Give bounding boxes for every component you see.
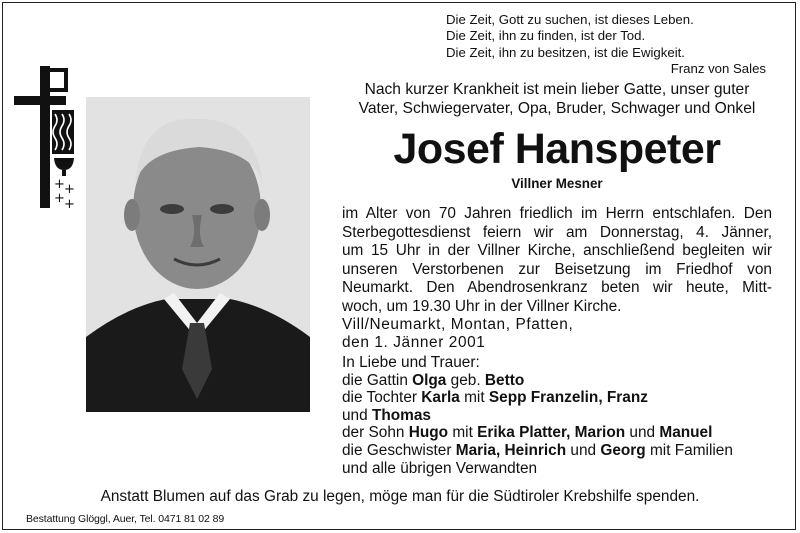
mourner-name: Maria, Heinrich bbox=[455, 441, 567, 459]
donation-note: Anstatt Blumen auf das Grab zu legen, möge man für die Südtiroler Krebshilfe spenden. bbox=[100, 488, 700, 505]
svg-text:+: + bbox=[54, 177, 65, 192]
mourner-relation: die Gattin bbox=[342, 371, 413, 389]
mourner-name: Karla bbox=[421, 389, 460, 407]
mourner-name: Manuel bbox=[659, 424, 713, 442]
mourner-name: Thomas bbox=[371, 406, 431, 424]
svg-text:+: + bbox=[64, 182, 75, 197]
mourner-name: Hugo bbox=[408, 424, 449, 442]
mourners-heading: In Liebe und Trauer: bbox=[342, 354, 480, 371]
place-line: Vill/Neumarkt, Montan, Pfatten, bbox=[342, 316, 574, 333]
quote-line: Die Zeit, ihn zu besitzen, ist die Ewigkeit. bbox=[446, 44, 685, 60]
christian-cross-symbol-icon bbox=[14, 66, 84, 216]
mourner-daughter bbox=[342, 389, 782, 407]
mourner-text: und bbox=[625, 424, 660, 442]
mourner-wife bbox=[342, 372, 782, 390]
quote-line: Die Zeit, ihn zu finden, ist der Tod. bbox=[446, 28, 646, 44]
funeral-home-credit: Bestattung Glöggl, Auer, Tel. 0471 81 02 89 bbox=[26, 513, 225, 525]
mourner-relation: der Sohn bbox=[342, 424, 409, 442]
announcement-text bbox=[342, 205, 772, 316]
mourner-son bbox=[342, 424, 782, 442]
quote-block bbox=[446, 12, 766, 77]
portrait-illustration bbox=[86, 97, 310, 412]
svg-text:+: + bbox=[54, 191, 65, 206]
quote-author: Franz von Sales bbox=[670, 60, 766, 76]
mourner-name: Betto bbox=[484, 371, 525, 389]
announcement-line: Neumarkt. Den Abendrosenkranz beten wir heute, Mitt- bbox=[342, 279, 772, 296]
mourner-siblings bbox=[342, 442, 782, 460]
mourner-text: geb. bbox=[446, 371, 485, 389]
place-date bbox=[342, 316, 662, 352]
announcement-line: im Alter von 70 Jahren friedlich im Herrn entschlafen. Den bbox=[342, 205, 772, 222]
date-line: den 1. Jänner 2001 bbox=[342, 334, 486, 351]
mourner-text: mit bbox=[448, 424, 478, 442]
announcement-line: woch, um 19.30 Uhr in der Villner Kirche. bbox=[342, 297, 622, 315]
intro-line: Nach kurzer Krankheit ist mein lieber Gatte, unser guter bbox=[364, 81, 750, 98]
mourner-name: Olga bbox=[412, 371, 447, 389]
mourner-name: Sepp Franzelin, Franz bbox=[488, 389, 648, 407]
svg-text:+: + bbox=[64, 197, 75, 212]
mourner-daughter-cont bbox=[342, 407, 782, 425]
mourner-name: Georg bbox=[600, 441, 646, 459]
announcement-line: um 15 Uhr in der Villner Kirche, anschließend begleiten wir bbox=[342, 242, 772, 259]
intro-text bbox=[342, 80, 772, 118]
mourners-list bbox=[342, 354, 782, 477]
mourner-relation: die Tochter bbox=[342, 389, 422, 407]
mourner-relation: die Geschwister bbox=[342, 441, 456, 459]
deceased-portrait-photo bbox=[86, 97, 310, 412]
deceased-name: Josef Hanspeter bbox=[393, 125, 721, 173]
intro-line: Vater, Schwiegervater, Opa, Bruder, Schwager und Onkel bbox=[358, 100, 756, 117]
announcement-line: Sterbegottesdienst feiern wir am Donnerstag, 4. Jänner, bbox=[342, 223, 772, 241]
mourner-others: und alle übrigen Verwandten bbox=[342, 459, 538, 477]
mourner-name: Erika Platter, Marion bbox=[477, 424, 626, 442]
mourner-text: mit Familien bbox=[645, 441, 733, 459]
quote-line: Die Zeit, Gott zu suchen, ist dieses Leben. bbox=[446, 12, 694, 27]
announcement-line: unseren Verstorbenen zur Beisetzung im Friedhof von bbox=[342, 260, 772, 278]
mourner-text: und bbox=[342, 406, 372, 424]
deceased-title: Villner Mesner bbox=[511, 176, 603, 191]
mourner-text: und bbox=[566, 441, 601, 459]
mourner-text: mit bbox=[459, 389, 489, 407]
